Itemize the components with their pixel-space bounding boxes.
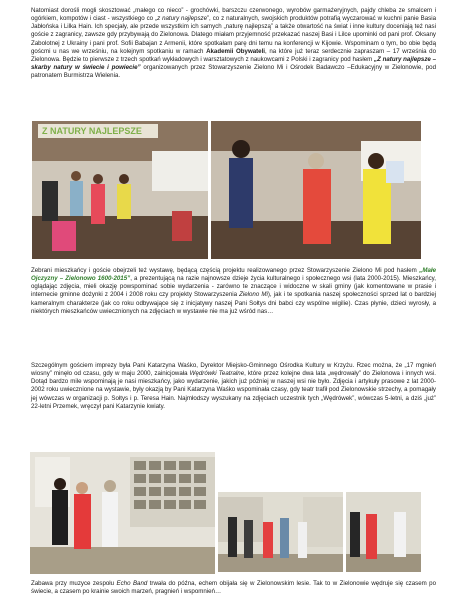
paragraph-2 xyxy=(31,267,436,316)
p3-text-a: Szczególnym gościem imprezy była Pani Katarzyna Waśko, Dyrektor Miejsko-Gminnego Ośrodka Kultury w Krzyżu. Rzec można, że „17 mgnień wiosny” minęło od czasu, gdy w maju 2000, zainicjowała xyxy=(31,362,436,378)
paragraph-4 xyxy=(31,580,436,596)
p1-text-d: Akademii Obywateli xyxy=(206,47,266,55)
p3-text-b: Wędrówki Teatralne xyxy=(189,370,245,378)
p4-text-a: Zabawa przy muzyce zespołu xyxy=(31,580,117,587)
photo-exhibition-wide xyxy=(218,492,343,572)
p2-text-d: Zielono Mi xyxy=(239,291,268,299)
p1-text-e: , na które już teraz serdecznie zapraszam – 17 września do Zielonowa. Będzie to pierwsze z trzech spotkań wykładowych i warsztatowych z naukowcami z Polski i zagranicy pod hasłem xyxy=(31,47,436,63)
p1-text-g: organizowanych przez Stowarzyszenie Zielono Mi i Ośrodek Badawczo –Edukacyjny w Zielonowie, pod patronatem Burmistrza Wielenia. xyxy=(31,64,437,80)
photo-exhibition-group xyxy=(30,452,215,574)
p3-text-c: , które przez kolejne dwa lata „wędrowały” do Zielonowa i innych wsi. Dotąd bardzo mile wspominają je nasi mieszkańcy, jako wydarzenie, jakich już później w naszej wsi nie było. Zdjęcia i artykuły prasowe z lat 2000-2002 roku uwiecznione na wystawie, były okazją by Pani Katarzyna Waśko wspominała czasy, gdy teatr trafił pod Zielonowskie strzechy, a pomagały jej wówczas w organizacji p. Sołtys i p. Teresa Hain. Najmłodszy wyszukany na zdjęciach uczestnik tych „Wędrówek”, wówczas 5-letni, a dziś „już” 22-letni Przemek, wręczył pani Katarzynie kwiaty. xyxy=(31,370,436,410)
p2-text-e: ), jak i te spotkania naszej społeczności sprzed lat o bardziej kameralnym charakterze (jak co roku odbywające się z inicjatywy naszej Pani Sołtys dni babci czy wspólne wigilie). Czas płynie, dzieci wyrosły, a niektórych mieszkańców uwiecznionych na zdjęciach w wystawie nie ma już wśród nas… xyxy=(31,291,436,315)
p1-text-a: Natomiast dorośli mogli skosztować „małego co nieco” - grochówki, barszczu czerwonego, wyrobów garmażeryjnych, pajdy chleba ze smalcem i ogórkiem, kompotów i ciast - wszystkiego co „ xyxy=(31,7,436,23)
p2-project-name: „Małe Ojczyzny – Zielonowo 1600-2015” xyxy=(31,267,436,283)
p1-text-c: ”, co z naturalnych, swojskich produktów potrafią wyczarować w kuchni panie Basia Jabłońska i Lilka Hain. Ich specjały, ale przede wszystkim ich samych „naturę najlepszą” a także otwartość na świat i inne kultury doceniają też nasi goście z zagranicy, zawsze gdy przybywają do Zielonowa. Dlatego miałam przyjemność przekazać naszej Basi i Lilce upominki od pani prof. Oksany Zabolotnej z Ukrainy i pani prof. Sofii Babajan z Armenii, które spotkałam parę dni temu na konferencji w Kijowie. Wspominam o tym, bo obie będą goścmi u nas we wrześniu, na kolejnym spotkaniu w ramach xyxy=(31,15,437,55)
photo-banner-ceremony xyxy=(32,121,208,259)
photo-speaker-with-guests xyxy=(211,121,421,259)
p2-text-a: Zebrani mieszkańcy i goście obejrzeli też wystawę, będącą częścią projektu realizowanego przez Stowarzyszenie Zielono Mi pod hasłem xyxy=(31,267,420,274)
p4-text-b: Echo Band xyxy=(116,580,148,587)
paragraph-1 xyxy=(31,7,436,80)
p1-text-f: „Z natury najlepsze – skarby natury w świecie i powiecie” xyxy=(31,55,436,72)
banner-text: Z NATURY NAJLEPSZE xyxy=(42,126,142,136)
paragraph-3 xyxy=(31,362,436,411)
photo-flowers-presentation xyxy=(346,492,421,572)
p1-text-b: z natury najlepsze xyxy=(157,15,208,23)
p2-text-c: , a prezentującą na razie najnowsze dzieje życia kulturalnego i społecznego wsi (lata 2000-2015). Mieszkańcy, oglądając zdjęcia, mieli okazję powspominać sobie wydarzenia - zarówno te znaczące i widoczne w skali gminy (jak komentowane w prasie i internecie gminne dożynki z 2004 i 2008 roku czy projekty Stowarzyszenia xyxy=(31,275,437,299)
p4-text-c: trwała do późna, echem obijała się w Zielonowskim lesie. Tak to w Zielonowie wędruje się czasem po świecie, a czasem po krainie swoich marzeń, pragnień i wspomnień… xyxy=(31,580,437,596)
